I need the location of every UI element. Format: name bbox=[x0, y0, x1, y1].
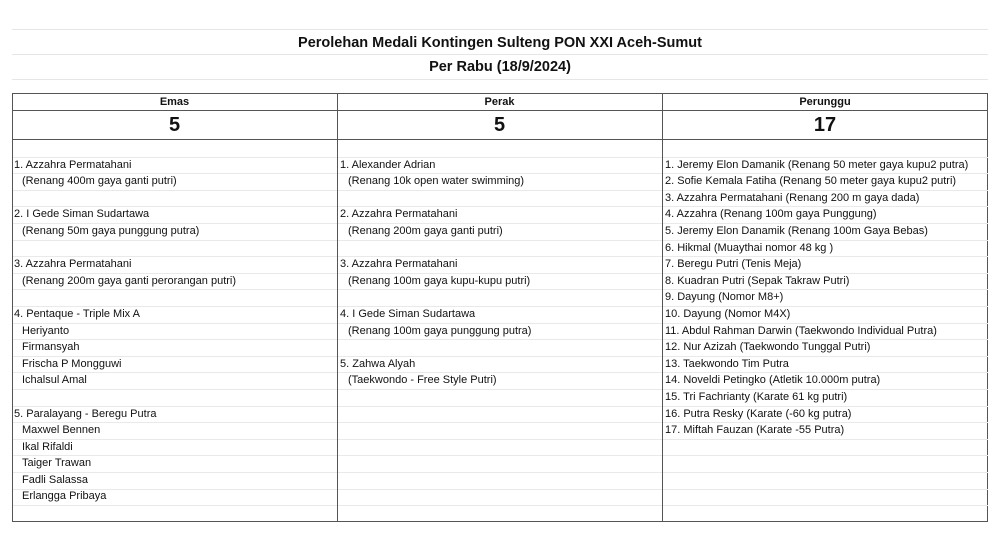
grid-line bbox=[12, 79, 988, 80]
list-item: Heriyanto bbox=[22, 324, 70, 337]
empty-row bbox=[14, 190, 334, 207]
list-item: (Renang 400m gaya ganti putri) bbox=[22, 175, 177, 188]
list-item: 4. Pentaque - Triple Mix A bbox=[14, 307, 140, 320]
list-item: Ikal Rifaldi bbox=[22, 440, 73, 453]
count-perunggu: 17 bbox=[813, 114, 837, 136]
list-item: Frischa P Mongguwi bbox=[22, 357, 122, 370]
perak-list bbox=[340, 140, 660, 389]
grid-line bbox=[663, 472, 988, 473]
list-item: 16. Putra Resky (Karate (-60 kg putra) bbox=[665, 407, 852, 420]
list-item: 14. Noveldi Petingko (Atletik 10.000m putra) bbox=[665, 374, 881, 387]
empty-row bbox=[340, 140, 660, 157]
list-item: Maxwel Bennen bbox=[22, 424, 101, 437]
grid-line bbox=[663, 505, 988, 506]
list-item: 3. Azzahra Permatahani bbox=[340, 258, 458, 271]
list-item: (Renang 100m gaya kupu-kupu putri) bbox=[348, 274, 531, 287]
sheet-title: Perolehan Medali Kontingen Sulteng PON XXI Aceh-Sumut bbox=[298, 35, 702, 51]
list-item: (Taekwondo - Free Style Putri) bbox=[348, 374, 497, 387]
list-item: 3. Azzahra Permatahani (Renang 200 m gaya dada) bbox=[665, 191, 920, 204]
emas-list bbox=[14, 140, 334, 505]
list-item: Fadli Salassa bbox=[22, 473, 89, 486]
list-item: 15. Tri Fachrianty (Karate 61 kg putri) bbox=[665, 390, 848, 403]
list-item: Erlangga Pribaya bbox=[22, 490, 107, 503]
empty-row bbox=[340, 289, 660, 306]
list-item: Firmansyah bbox=[22, 341, 80, 354]
count-emas: 5 bbox=[168, 114, 181, 136]
grid-line bbox=[338, 455, 662, 456]
list-item: 1. Alexander Adrian bbox=[340, 158, 436, 171]
list-item: 8. Kuadran Putri (Sepak Takraw Putri) bbox=[665, 274, 850, 287]
empty-row bbox=[665, 140, 987, 157]
list-item: 4. Azzahra (Renang 100m gaya Punggung) bbox=[665, 208, 877, 221]
grid-line bbox=[338, 389, 662, 390]
perunggu-list bbox=[665, 140, 987, 439]
list-item: 6. Hikmal (Muaythai nomor 48 kg ) bbox=[665, 241, 834, 254]
count-perak: 5 bbox=[493, 114, 506, 136]
grid-line bbox=[338, 472, 662, 473]
empty-row bbox=[340, 240, 660, 257]
list-item: 17. Miftah Fauzan (Karate -55 Putra) bbox=[665, 424, 845, 437]
list-item: 2. Sofie Kemala Fatiha (Renang 50 meter gaya kupu2 putri) bbox=[665, 175, 957, 188]
list-item: Taiger Trawan bbox=[22, 457, 92, 470]
grid-line bbox=[663, 489, 988, 490]
list-item: 10. Dayung (Nomor M4X) bbox=[665, 307, 791, 320]
header-emas: Emas bbox=[159, 96, 190, 108]
grid-line bbox=[338, 406, 662, 407]
list-item: 4. I Gede Siman Sudartawa bbox=[340, 307, 476, 320]
list-item: (Renang 200m gaya ganti perorangan putri) bbox=[22, 274, 237, 287]
list-item: 5. Jeremy Elon Danamik (Renang 100m Gaya Bebas) bbox=[665, 224, 928, 237]
empty-row bbox=[14, 140, 334, 157]
empty-row bbox=[340, 190, 660, 207]
list-item: 2. Azzahra Permatahani bbox=[340, 208, 458, 221]
grid-line bbox=[12, 54, 988, 55]
header-divider bbox=[12, 110, 988, 111]
grid-line bbox=[338, 505, 662, 506]
empty-row bbox=[14, 289, 334, 306]
grid-line bbox=[663, 439, 988, 440]
list-item: 9. Dayung (Nomor M8+) bbox=[665, 291, 784, 304]
list-item: (Renang 200m gaya ganti putri) bbox=[348, 224, 503, 237]
list-item: 13. Taekwondo Tim Putra bbox=[665, 357, 789, 370]
empty-row bbox=[14, 389, 334, 406]
list-item: 2. I Gede Siman Sudartawa bbox=[14, 208, 150, 221]
grid-line bbox=[13, 505, 337, 506]
empty-row bbox=[14, 240, 334, 257]
sheet-subtitle: Per Rabu (18/9/2024) bbox=[429, 59, 571, 75]
list-item: 1. Azzahra Permatahani bbox=[14, 158, 132, 171]
header-perak: Perak bbox=[484, 96, 515, 108]
list-item: Ichalsul Amal bbox=[22, 374, 87, 387]
empty-row bbox=[340, 339, 660, 356]
grid-line bbox=[338, 422, 662, 423]
grid-line bbox=[663, 455, 988, 456]
grid-line bbox=[338, 489, 662, 490]
grid-line bbox=[338, 439, 662, 440]
grid-line bbox=[12, 29, 988, 30]
list-item: 1. Jeremy Elon Damanik (Renang 50 meter gaya kupu2 putra) bbox=[665, 158, 969, 171]
list-item: 5. Zahwa Alyah bbox=[340, 357, 416, 370]
list-item: 7. Beregu Putri (Tenis Meja) bbox=[665, 258, 802, 271]
list-item: (Renang 10k open water swimming) bbox=[348, 175, 525, 188]
list-item: 5. Paralayang - Beregu Putra bbox=[14, 407, 157, 420]
header-perunggu: Perunggu bbox=[799, 96, 851, 108]
list-item: 11. Abdul Rahman Darwin (Taekwondo Individual Putra) bbox=[665, 324, 937, 337]
list-item: (Renang 50m gaya punggung putra) bbox=[22, 224, 200, 237]
list-item: 12. Nur Azizah (Taekwondo Tunggal Putri) bbox=[665, 341, 871, 354]
list-item: (Renang 100m gaya punggung putra) bbox=[348, 324, 532, 337]
list-item: 3. Azzahra Permatahani bbox=[14, 258, 132, 271]
